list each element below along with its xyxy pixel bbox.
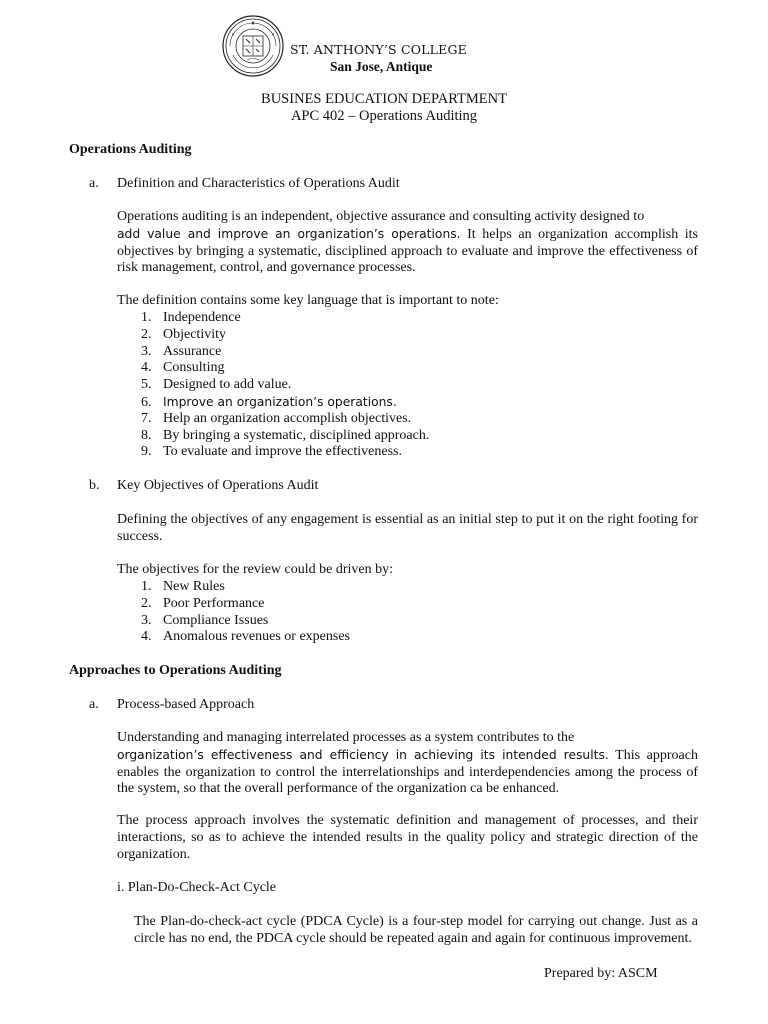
list-item: 2. Objectivity xyxy=(141,326,226,342)
process-approach-paragraph-2: The process approach involves the systematic definition and management of processes, and their interactions, so as to achieve the intended results in the quality policy and strategic direction of the organization. xyxy=(117,813,698,862)
process-mono-phrase: organization’s effectiveness and efficiency in achieving its intended results. xyxy=(117,747,609,762)
definition-key-terms-list xyxy=(141,310,429,461)
prepared-by: Prepared by: ASCM xyxy=(544,966,658,981)
subsection-title: Process-based Approach xyxy=(117,697,255,712)
list-item: 1. Independence xyxy=(141,310,241,325)
subsection-process-based-title xyxy=(89,697,254,714)
college-seal-icon xyxy=(222,15,284,77)
list-item: 5. Designed to add value. xyxy=(141,377,292,393)
subsection-title: Definition and Characteristics of Operations Audit xyxy=(117,176,400,191)
department-title: BUSINES EDUCATION DEPARTMENT xyxy=(261,91,507,107)
college-location: San Jose, Antique xyxy=(330,59,433,74)
list-item: 9. To evaluate and improve the effectiveness. xyxy=(141,444,402,460)
objectives-paragraph: Defining the objectives of any engagement is essential as an initial step to put it on the right footing for success. xyxy=(117,512,698,544)
list-item: 4. Consulting xyxy=(141,360,225,376)
definition-paragraph xyxy=(117,209,698,277)
subsection-b-title xyxy=(89,478,318,495)
section-heading-approaches: Approaches to Operations Auditing xyxy=(69,663,282,678)
subsection-letter: b. xyxy=(89,478,100,493)
list-item: 3. Compliance Issues xyxy=(141,612,269,628)
section-heading-operations-auditing: Operations Auditing xyxy=(69,142,192,157)
list-item: 2. Poor Performance xyxy=(141,595,265,611)
process-rest: This approach enables the organization to control the interrelationships and interdependencies among the process of the system, so that the overall performance of the organization ca be enhanced. xyxy=(117,747,698,797)
pdca-title xyxy=(117,880,276,897)
definition-line-1: Operations auditing is an independent, objective assurance and consulting activity designed to xyxy=(117,209,645,224)
subsection-letter: a. xyxy=(89,176,99,191)
definition-mono-phrase: add value and improve an organization’s operations. xyxy=(117,226,461,241)
objectives-list-intro: The objectives for the review could be driven by: xyxy=(117,562,394,577)
subsection-title: Key Objectives of Operations Audit xyxy=(117,478,319,493)
process-line-1: Understanding and managing interrelated processes as a system contributes to the xyxy=(117,730,575,745)
objectives-drivers-list xyxy=(141,579,350,646)
roman-numeral: i. xyxy=(117,880,125,895)
pdca-paragraph: The Plan-do-check-act cycle (PDCA Cycle) is a four-step model for carrying out change. Just as a circle has no end, the PDCA cycle should be repeated again and again for continuous improvement. xyxy=(134,914,698,946)
college-name: ST. ANTHONY’S COLLEGE xyxy=(290,42,468,57)
list-item: 4. Anomalous revenues or expenses xyxy=(141,629,351,645)
definition-list-intro: The definition contains some key language that is important to note: xyxy=(117,293,499,308)
list-item: 3. Assurance xyxy=(141,343,222,359)
pdca-title-text: Plan-Do-Check-Act Cycle xyxy=(127,880,277,895)
list-item: 6. Improve an organization’s operations. xyxy=(141,394,397,410)
course-title: APC 402 – Operations Auditing xyxy=(290,108,478,124)
process-approach-paragraph-1 xyxy=(117,730,698,798)
subsection-letter: a. xyxy=(89,697,99,712)
list-item: 7. Help an organization accomplish objectives. xyxy=(141,410,412,426)
definition-rest: It helps an organization accomplish its objectives by bringing a systematic, disciplined approach to evaluate and improve the effectiveness of risk management, control, and governance processes. xyxy=(117,226,699,276)
subsection-a-title xyxy=(89,176,400,193)
list-item: 1. New Rules xyxy=(141,579,225,594)
list-item: 8. By bringing a systematic, disciplined approach. xyxy=(141,427,430,443)
